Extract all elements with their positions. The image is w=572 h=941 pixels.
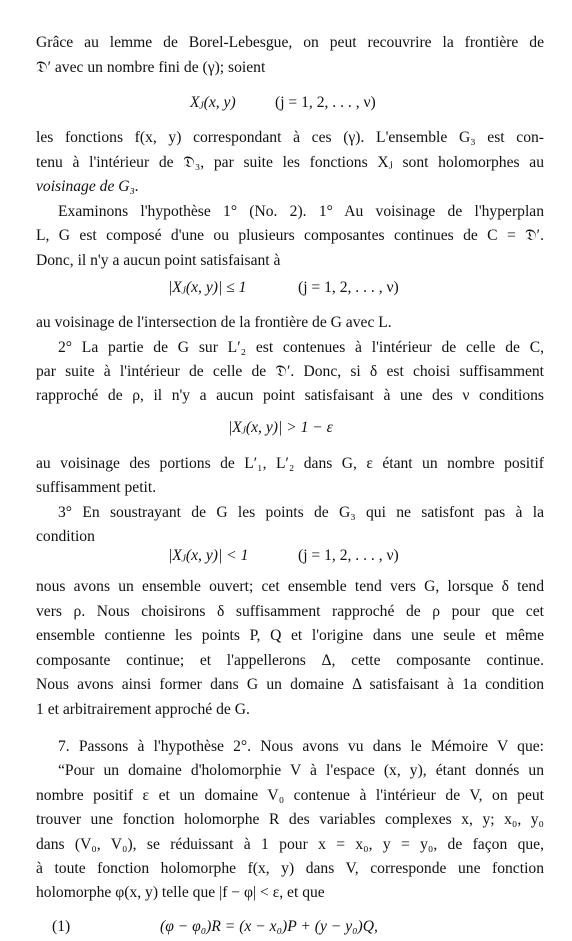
text-line-5: voisinage de G₃. <box>36 178 139 195</box>
text-line-17: nous avons un ensemble ouvert; cet ensemble tend vers G, lorsque δ tend <box>36 578 544 595</box>
equation-condition: (j = 1, 2, . . . , ν) <box>275 94 376 111</box>
text-line-16: condition <box>36 528 95 545</box>
text-line-22: 1 et arbitrairement approché de G. <box>36 701 250 718</box>
equation-condition: (j = 1, 2, . . . , ν) <box>298 547 399 564</box>
text-line-20: composante continue; et l'appellerons Δ, cette composante continue. <box>36 652 544 669</box>
text-line-1: Grâce au lemme de Borel-Lebesgue, on peut recouvrire la frontière de <box>36 34 544 51</box>
text-line-12: rapproché de ρ, il n'y a aucun point satisfaisant à une des ν conditions <box>36 387 544 404</box>
text-line-10: 2° La partie de G sur L′₂ est contenues à l'intérieur de celle de C, <box>58 339 544 356</box>
section-7-heading-line: 7. Passons à l'hypothèse 2°. Nous avons vu dans le Mémoire V que: <box>58 738 544 755</box>
text-line-6: Examinons l'hypothèse 1° (No. 2). 1° Au voisinage de l'hyperplan <box>58 203 544 220</box>
text-line-15: 3° En soustrayant de G les points de G₃ qui ne satisfont pas à la <box>58 504 544 521</box>
text-line-13: au voisinage des portions de L′₁, L′₂ dans G, ε étant un nombre positif <box>36 455 544 472</box>
equation-number: (1) <box>52 918 71 935</box>
text-line-26: dans (V₀, V₀), se réduissant à 1 pour x = x₀, y = y₀, de façon que, <box>36 836 544 853</box>
equation-expression: (φ − φ₀)R = (x − x₀)P + (y − y₀)Q, <box>160 918 378 935</box>
text-line-19: ensemble contienne les points P, Q et l'origine dans une seule et même <box>36 627 544 644</box>
text-line-14: suffisamment petit. <box>36 479 157 496</box>
text-line-4: tenu à l'intérieur de 𝔇₃, par suite les fonctions Xⱼ sont holomorphes au <box>36 154 544 171</box>
text-line-21: Nous avons ainsi former dans G un domaine Δ satisfaisant à 1a condition <box>36 676 544 693</box>
text-line-11: par suite à l'intérieur de celle de 𝔇′. Donc, si δ est choisi suffisamment <box>36 363 544 380</box>
text-line-9: au voisinage de l'intersection de la frontière de G avec L. <box>36 314 392 331</box>
text-line-27: à toute fonction holomorphe f(x, y) dans V, corresponde une fonction <box>36 860 544 877</box>
equation-condition: (j = 1, 2, . . . , ν) <box>298 279 399 296</box>
equation-expression: |Xⱼ(x, y)| ≤ 1 <box>168 279 247 296</box>
text-line-23: “Pour un domaine d'holomorphie V à l'espace (x, y), étant donnés un <box>58 762 544 779</box>
text-line-24: nombre positif ε et un domaine V₀ contenue à l'intérieur de V, on peut <box>36 787 544 804</box>
text-line-3: les fonctions f(x, y) correspondant à ces (γ). L'ensemble G₃ est con- <box>36 129 544 146</box>
equation-expression: |Xⱼ(x, y)| > 1 − ε <box>228 419 333 436</box>
text-line-18: vers ρ. Nous choisirons δ suffisamment rapproché de ρ pour que cet <box>36 603 544 620</box>
text-line-8: Donc, il n'y a aucun point satisfaisant à <box>36 252 281 269</box>
equation-expression: |Xⱼ(x, y)| < 1 <box>168 547 249 564</box>
text-line-7: L, G est composé d'une ou plusieurs composantes continues de C = 𝔇′. <box>36 227 544 244</box>
text-line-2: 𝔇′ avec un nombre fini de (γ); soient <box>36 59 266 76</box>
equation-expression: Xⱼ(x, y) <box>190 94 236 111</box>
text-line-28: holomorphe φ(x, y) telle que |f − φ| < ε, et que <box>36 884 325 901</box>
text-line-25: trouver une fonction holomorphe R des variables complexes x, y; x₀, y₀ <box>36 811 544 828</box>
